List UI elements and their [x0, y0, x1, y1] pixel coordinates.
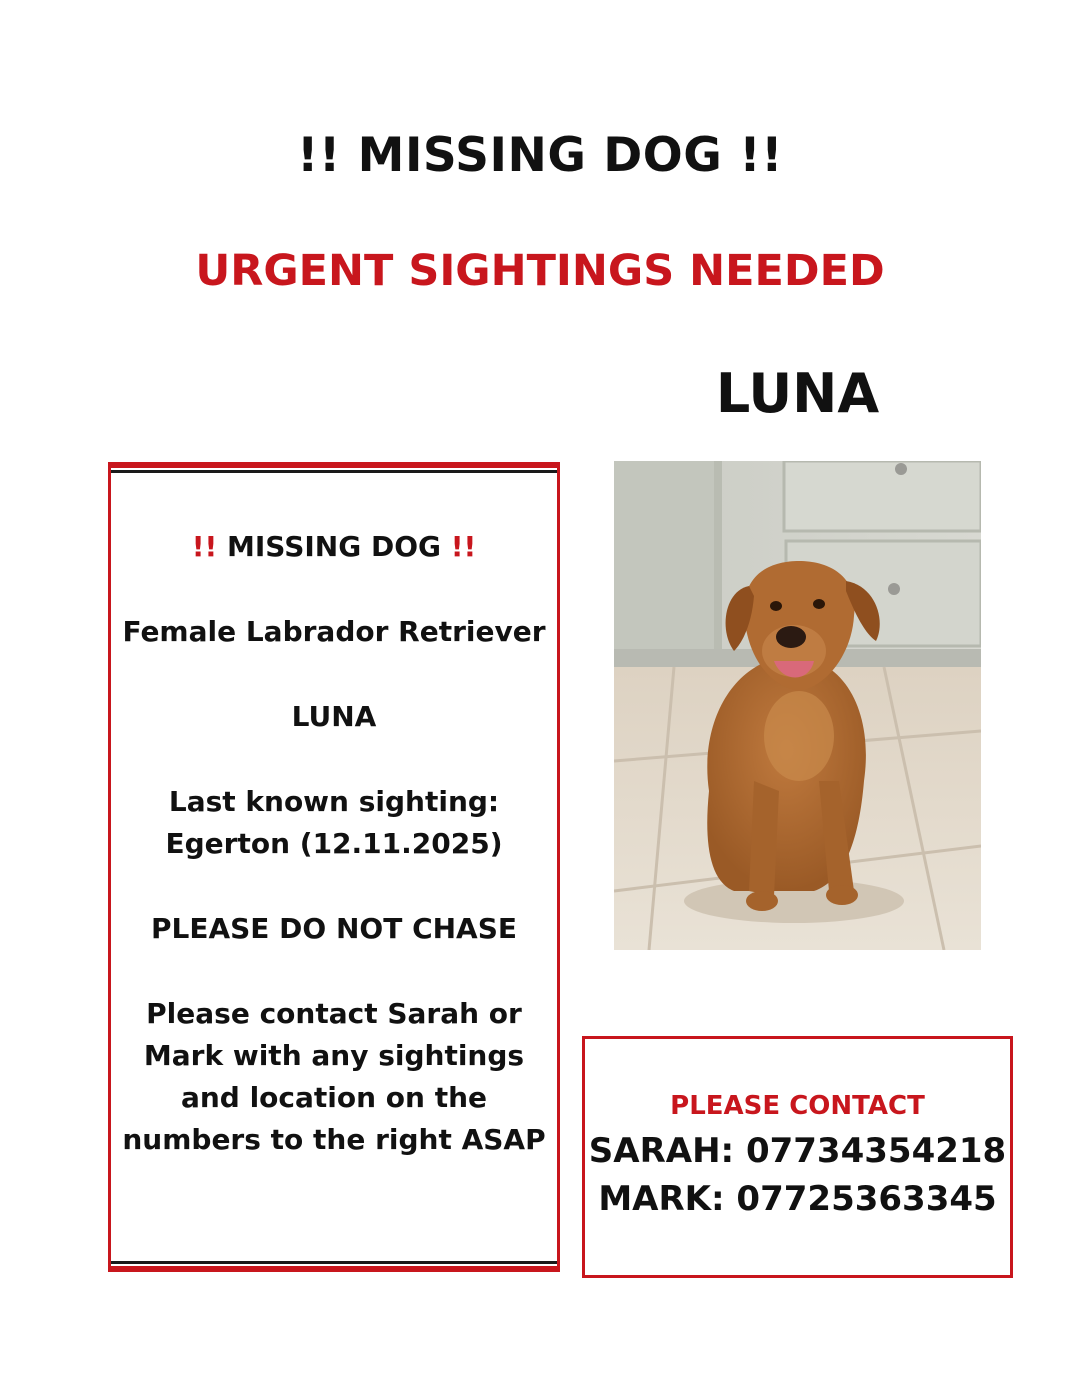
sighting-label: Last known sighting:	[168, 785, 500, 818]
breed-text: Female Labrador Retriever	[122, 615, 546, 648]
contact-instructions-2: Mark with any sightings	[143, 1039, 525, 1072]
mark-phone-number: MARK: 07725363345	[598, 1179, 997, 1219]
poster-title: !! MISSING DOG !!	[296, 128, 784, 183]
info-heading-text: MISSING DOG	[217, 530, 451, 563]
contact-box	[582, 1036, 1013, 1278]
info-text-block	[111, 526, 557, 1161]
exclaim-right: !!	[450, 530, 477, 563]
sarah-phone-number: SARAH: 07734354218	[588, 1131, 1007, 1171]
dog-name-text: LUNA	[291, 700, 377, 733]
sighting-location: Egerton (12.11.2025)	[165, 827, 503, 860]
contact-instructions-4: numbers to the right ASAP	[122, 1123, 546, 1156]
dog-name-heading: LUNA	[715, 362, 880, 425]
urgent-subtitle: URGENT SIGHTINGS NEEDED	[195, 246, 885, 296]
do-not-chase-warning: PLEASE DO NOT CHASE	[150, 912, 518, 945]
contact-instructions-3: and location on the	[180, 1081, 488, 1114]
info-box	[108, 462, 560, 1272]
exclaim-left: !!	[191, 530, 218, 563]
contact-instructions-1: Please contact Sarah or	[146, 997, 522, 1030]
dog-photo-illustration	[614, 461, 981, 950]
dog-photo	[614, 461, 981, 950]
info-heading	[111, 526, 557, 568]
please-contact-label: PLEASE CONTACT	[670, 1091, 925, 1121]
